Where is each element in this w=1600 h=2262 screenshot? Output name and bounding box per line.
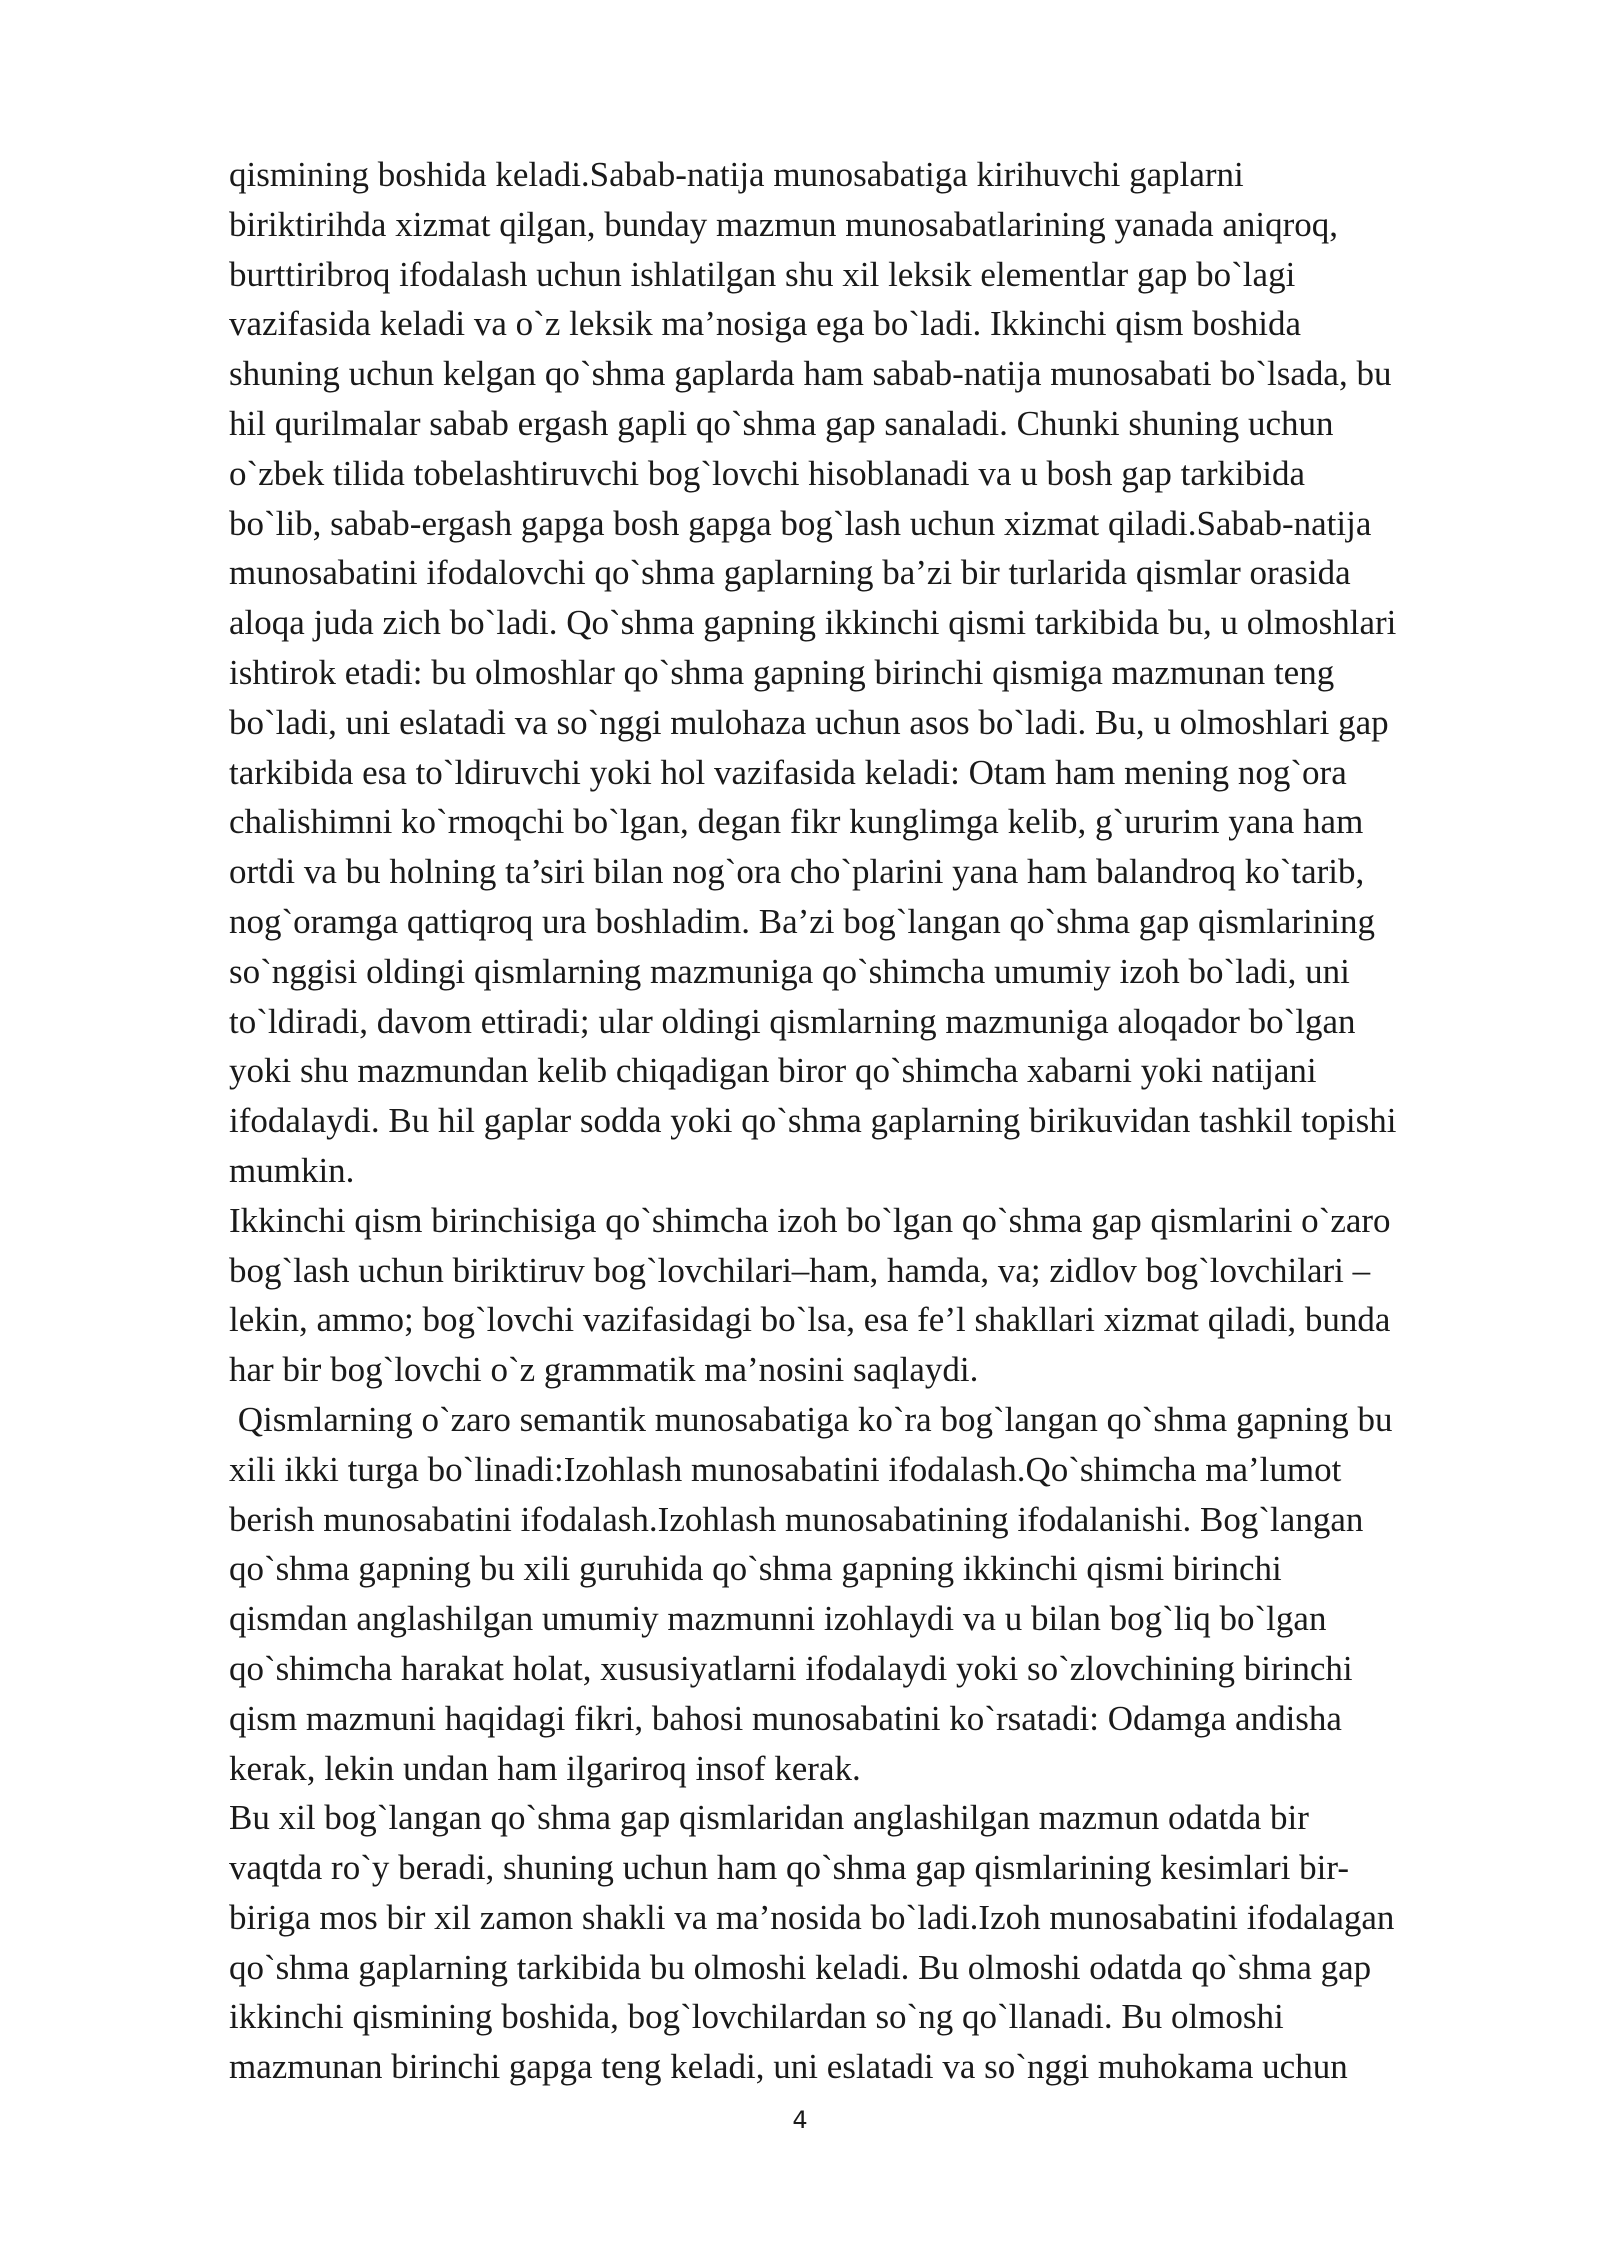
text-line: qo`shimcha harakat holat, xususiyatlarni ifodalaydi yoki so`zlovchining birinchi	[229, 1648, 1353, 1688]
text-line: Qismlarning o`zaro semantik munosabatiga ko`ra bog`langan qo`shma gapning bu	[229, 1399, 1393, 1439]
text-line: Bu xil bog`langan qo`shma gap qismlaridan anglashilgan mazmun odatda bir	[229, 1798, 1309, 1838]
text-line: vazifasida keladi va o`z leksik ma’nosiga ega bo`ladi. Ikkinchi qism boshida	[229, 304, 1302, 344]
text-line: xili ikki turga bo`linadi:Izohlash munosabatini ifodalash.Qo`shimcha ma’lumot	[229, 1449, 1342, 1489]
text-line: o`zbek tilida tobelashtiruvchi bog`lovchi hisoblanadi va u bosh gap tarkibida	[229, 453, 1305, 493]
body-text	[229, 150, 1509, 2092]
text-line: ikkinchi qismining boshida, bog`lovchilardan so`ng qo`llanadi. Bu olmoshi	[229, 1997, 1284, 2037]
text-line: so`nggisi oldingi qismlarning mazmuniga qo`shimcha umumiy izoh bo`ladi, uni	[229, 951, 1350, 991]
text-line: qo`shma gapning bu xili guruhida qo`shma gapning ikkinchi qismi birinchi	[229, 1549, 1282, 1589]
text-line: chalishimni ko`rmoqchi bo`lgan, degan fikr kunglimga kelib, g`ururim yana ham	[229, 802, 1364, 842]
text-line: nog`oramga qattiqroq ura boshladim. Ba’zi bog`langan qo`shma gap qismlarining	[229, 901, 1375, 941]
text-line: aloqa juda zich bo`ladi. Qo`shma gapning ikkinchi qismi tarkibida bu, u olmoshlari	[229, 603, 1397, 643]
text-line: qism mazmuni haqidagi fikri, bahosi munosabatini ko`rsatadi: Odamga andisha	[229, 1698, 1342, 1738]
text-line: tarkibida esa to`ldiruvchi yoki hol vazifasida keladi: Otam ham mening nog`ora	[229, 752, 1347, 792]
text-line: biriktirihda xizmat qilgan, bunday mazmun munosabatlarining yanada aniqroq,	[229, 204, 1339, 244]
text-line: berish munosabatini ifodalash.Izohlash munosabatining ifodalanishi. Bog`langan	[229, 1499, 1364, 1539]
text-line: munosabatini ifodalovchi qo`shma gaplarning ba’zi bir turlarida qismlar orasida	[229, 553, 1351, 593]
text-line: har bir bog`lovchi o`z grammatik ma’nosini saqlaydi.	[229, 1350, 979, 1390]
text-line: to`ldiradi, davom ettiradi; ular oldingi qismlarning mazmuniga aloqador bo`lgan	[229, 1001, 1356, 1041]
text-line: qismdan anglashilgan umumiy mazmunni izohlaydi va u bilan bog`liq bo`lgan	[229, 1599, 1327, 1639]
text-line: shuning uchun kelgan qo`shma gaplarda ham sabab-natija munosabati bo`lsada, bu	[229, 354, 1392, 394]
text-line: ortdi va bu holning ta’siri bilan nog`ora cho`plarini yana ham balandroq ko`tarib,	[229, 852, 1365, 892]
text-line: hil qurilmalar sabab ergash gapli qo`shma gap sanaladi. Chunki shuning uchun	[229, 403, 1334, 443]
text-line: bog`lash uchun biriktiruv bog`lovchilari–ham, hamda, va; zidlov bog`lovchilari –	[229, 1250, 1371, 1290]
text-line: vaqtda ro`y beradi, shuning uchun ham qo`shma gap qismlarining kesimlari bir-	[229, 1848, 1350, 1888]
page-number: 4	[792, 2106, 808, 2134]
text-line: mazmunan birinchi gapga teng keladi, uni eslatadi va so`nggi muhokama uchun	[229, 2047, 1348, 2087]
text-line: qismining boshida keladi.Sabab-natija munosabatiga kirihuvchi gaplarni	[229, 155, 1244, 194]
text-line: bo`lib, sabab-ergash gapga bosh gapga bog`lash uchun xizmat qiladi.Sabab-natija	[229, 503, 1372, 543]
text-line: burttiribroq ifodalash uchun ishlatilgan shu xil leksik elementlar gap bo`lagi	[229, 254, 1296, 294]
text-line: mumkin.	[229, 1150, 355, 1190]
text-line: lekin, ammo; bog`lovchi vazifasidagi bo`lsa, esa fe’l shakllari xizmat qiladi, bunda	[229, 1300, 1391, 1340]
text-line: yoki shu mazmundan kelib chiqadigan biror qo`shimcha xabarni yoki natijani	[229, 1051, 1317, 1091]
text-line: qo`shma gaplarning tarkibida bu olmoshi keladi. Bu olmoshi odatda qo`shma gap	[229, 1947, 1372, 1987]
text-line: biriga mos bir xil zamon shakli va ma’nosida bo`ladi.Izoh munosabatini ifodalagan	[229, 1897, 1395, 1937]
text-line: bo`ladi, uni eslatadi va so`nggi mulohaza uchun asos bo`ladi. Bu, u olmoshlari gap	[229, 702, 1389, 742]
text-line: ishtirok etadi: bu olmoshlar qo`shma gapning birinchi qismiga mazmunan teng	[229, 652, 1335, 692]
text-line: ifodalaydi. Bu hil gaplar sodda yoki qo`shma gaplarning birikuvidan tashkil topishi	[229, 1101, 1397, 1141]
text-line: Ikkinchi qism birinchisiga qo`shimcha izoh bo`lgan qo`shma gap qismlarini o`zaro	[229, 1200, 1391, 1240]
text-line: kerak, lekin undan ham ilgariroq insof kerak.	[229, 1748, 861, 1788]
